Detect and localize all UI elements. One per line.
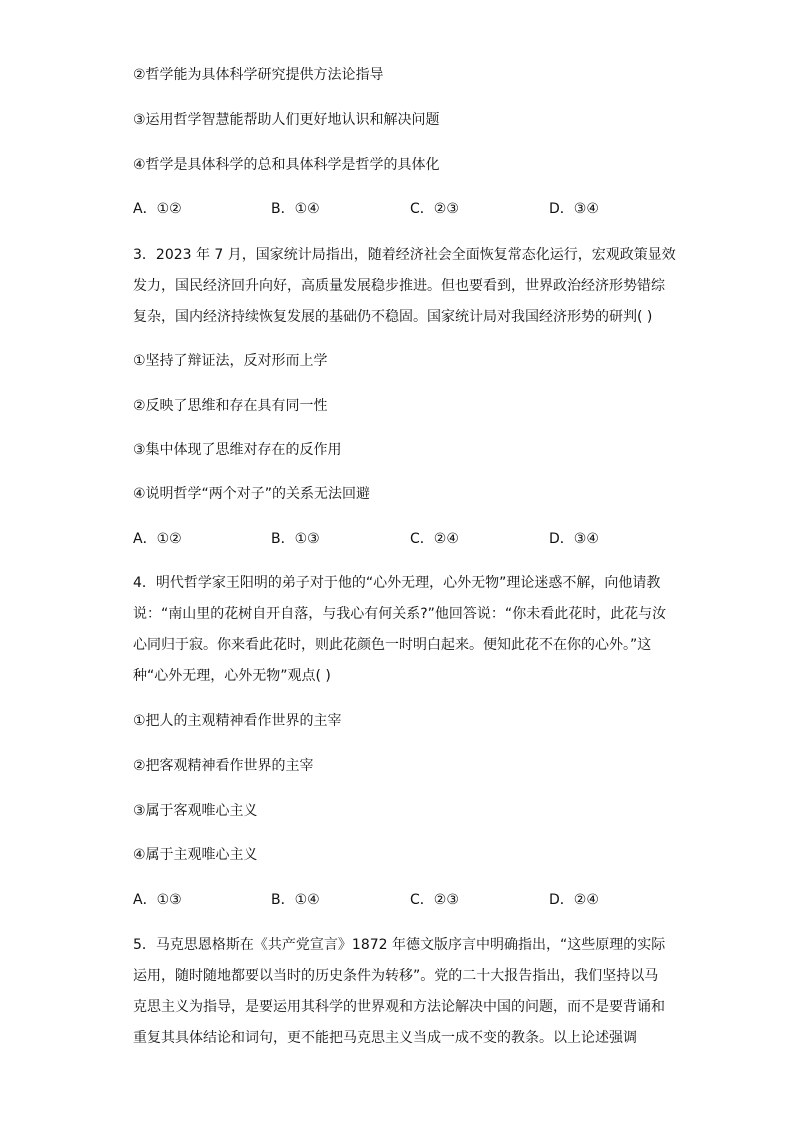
q5-stem (133, 930, 673, 1054)
q2-option-c: C．②③ (410, 201, 459, 217)
q3-option-b: B．①③ (271, 531, 320, 547)
q4-options (133, 891, 673, 909)
q3-stem-line-1: 3．2023 年 7 月，国家统计局指出，随着经济社会全面恢复常态化运行，宏观政策显效 (133, 247, 676, 263)
q2-option-d: D．③④ (549, 201, 599, 217)
q5-stem-line-1: 5．马克思恩格斯在《共产党宣言》1872 年德文版序言中明确指出，“这些原理的实际 (133, 937, 666, 953)
q2-item-4: ④哲学是具体科学的总和具体科学是哲学的具体化 (133, 157, 440, 173)
q4-stem-line-3: 心同归于寂。你来看此花时，则此花颜色一时明白起来。便知此花不在你的心外。”这 (133, 637, 652, 653)
q5-stem-line-3: 克思主义为指导，是要运用其科学的世界观和方法论解决中国的问题，而不是要背诵和 (133, 999, 665, 1015)
q3-options (133, 530, 673, 548)
q5-stem-line-2: 运用，随时随地都要以当时的历史条件为转移”。党的二十大报告指出，我们坚持以马 (133, 968, 659, 984)
q4-stem-line-1: 4．明代哲学家王阳明的弟子对于他的“心外无理，心外无物”理论迷惑不解，向他请教 (133, 575, 661, 591)
q3-stem (133, 240, 676, 333)
q4-item-3: ③属于客观唯心主义 (133, 803, 258, 819)
q2-item-2: ②哲学能为具体科学研究提供方法论指导 (133, 67, 384, 83)
q4-option-a: A．①③ (133, 892, 182, 908)
q4-item-4: ④属于主观唯心主义 (133, 847, 258, 863)
q3-option-c: C．②④ (410, 531, 459, 547)
q3-stem-line-3: 复杂，国内经济持续恢复发展的基础仍不稳固。国家统计局对我国经济形势的研判( ) (133, 309, 653, 325)
q2-options (133, 200, 673, 218)
q3-option-a: A．①② (133, 531, 182, 547)
q3-item-2: ②反映了思维和存在具有同一性 (133, 398, 328, 414)
q2-item-3: ③运用哲学智慧能帮助人们更好地认识和解决问题 (133, 112, 440, 128)
q3-stem-line-2: 发力，国民经济回升向好，高质量发展稳步推进。但也要看到，世界政治经济形势错综 (133, 278, 665, 294)
q3-item-1: ①坚持了辩证法，反对形而上学 (133, 353, 328, 369)
q4-option-b: B．①④ (271, 892, 320, 908)
q4-item-2: ②把客观精神看作世界的主宰 (133, 758, 314, 774)
q2-option-b: B．①④ (271, 201, 320, 217)
q2-option-a: A．①② (133, 201, 182, 217)
q4-stem-line-2: 说：“南山里的花树自开自落，与我心有何关系?”他回答说：“你未看此花时，此花与汝 (133, 606, 667, 622)
q4-option-d: D．②④ (549, 892, 599, 908)
q4-item-1: ①把人的主观精神看作世界的主宰 (133, 713, 342, 729)
q4-option-c: C．②③ (410, 892, 459, 908)
q3-item-4: ④说明哲学“两个对子”的关系无法回避 (133, 486, 371, 502)
q5-stem-line-4: 重复其具体结论和词句，更不能把马克思主义当成一成不变的教条。以上论述强调 (133, 1030, 637, 1046)
q4-stem-line-4: 种“心外无理，心外无物”观点( ) (133, 668, 331, 684)
q3-option-d: D．③④ (549, 531, 599, 547)
q4-stem (133, 568, 673, 692)
q3-item-3: ③集中体现了思维对存在的反作用 (133, 442, 342, 458)
